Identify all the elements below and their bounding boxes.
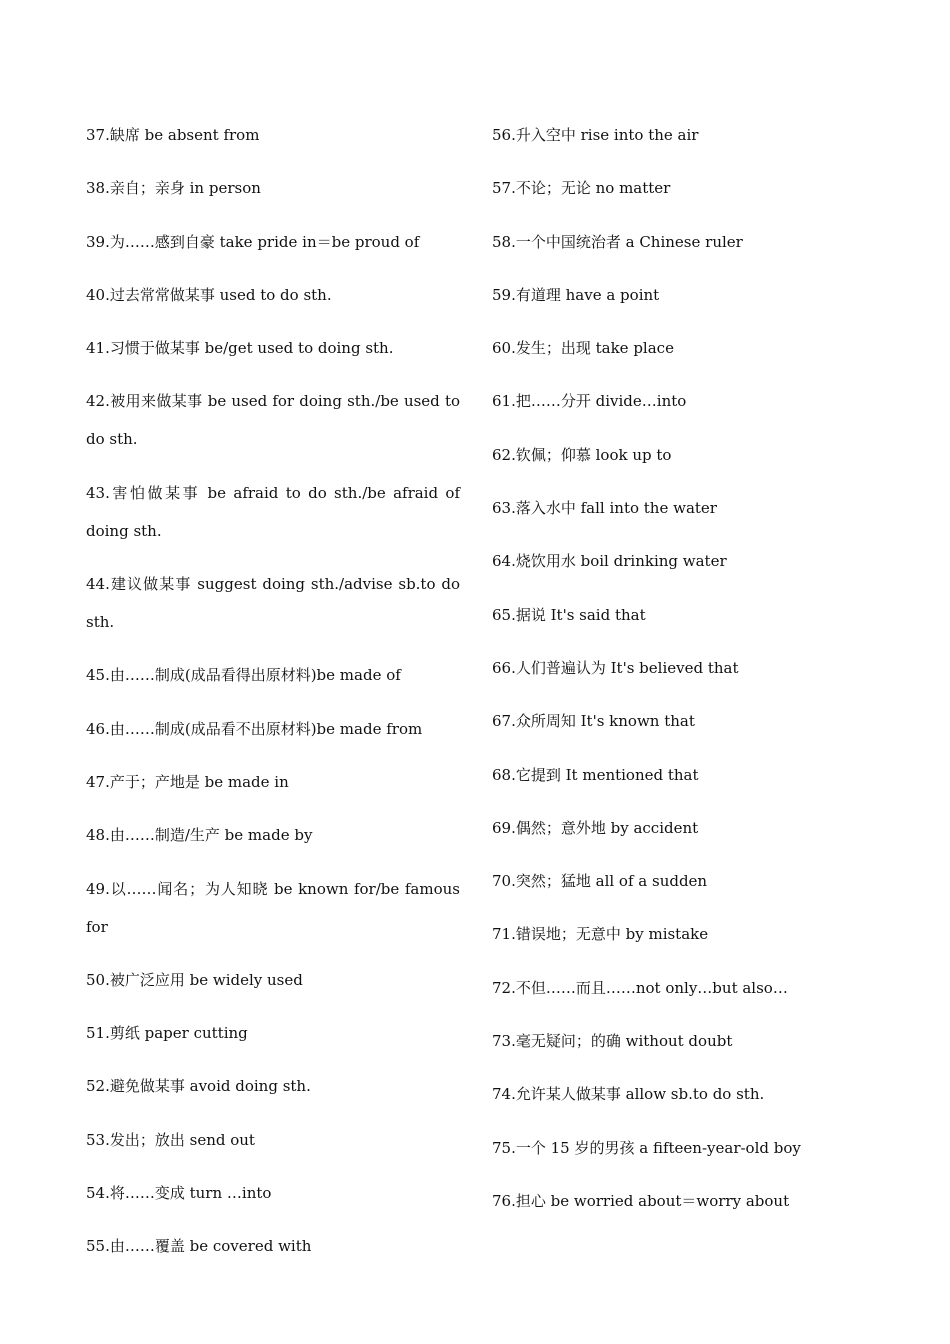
phrase-entry: 45.由……制成(成品看得出原材料)be made of	[86, 666, 401, 685]
phrase-entry: 43.害怕做某事 be afraid to do sth./be afraid of doing sth.	[86, 483, 460, 540]
phrase-entry: 40.过去常常做某事 used to do sth.	[86, 285, 332, 304]
phrase-entry: 68.它提到 It mentioned that	[492, 765, 699, 784]
phrase-entry: 74.允许某人做某事 allow sb.to do sth.	[492, 1085, 765, 1104]
phrase-entry: 70.突然；猛地 all of a sudden	[492, 872, 708, 891]
phrase-entry: 53.发出；放出 send out	[86, 1130, 255, 1149]
phrase-entry: 56.升入空中 rise into the air	[492, 126, 699, 144]
phrase-entry: 58.一个中国统治者 a Chinese ruler	[492, 232, 743, 251]
right-column	[492, 116, 902, 1235]
phrase-entry: 54.将……变成 turn …into	[86, 1184, 272, 1203]
phrase-entry: 46.由……制成(成品看不出原材料)be made from	[86, 719, 423, 738]
phrase-entry: 63.落入水中 fall into the water	[492, 499, 717, 518]
phrase-entry: 47.产于；产地是 be made in	[86, 772, 289, 791]
phrase-entry: 42.被用来做某事 be used for doing sth./be used to do sth.	[86, 392, 460, 449]
phrase-entry: 75.一个 15 岁的男孩 a fifteen-year-old boy	[492, 1138, 801, 1157]
phrase-entry: 69.偶然；意外地 by accident	[492, 818, 699, 837]
phrase-entry: 71.错误地；无意中 by mistake	[492, 925, 709, 944]
phrase-entry: 67.众所周知 It's known that	[492, 712, 695, 731]
phrase-entry: 48.由……制造/生产 be made by	[86, 826, 313, 845]
phrase-entry: 49.以……闻名；为人知晓 be known for/be famous for	[86, 879, 460, 936]
phrase-entry: 76.担心 be worried about＝worry about	[492, 1191, 790, 1210]
phrase-entry: 55.由……覆盖 be covered with	[86, 1237, 312, 1256]
phrase-entry: 59.有道理 have a point	[492, 285, 660, 304]
phrase-entry: 50.被广泛应用 be widely used	[86, 970, 303, 989]
phrase-entry: 64.烧饮用水 boil drinking water	[492, 552, 727, 571]
phrase-entry: 73.毫无疑问；的确 without doubt	[492, 1032, 733, 1051]
phrase-entry: 38.亲自；亲身 in person	[86, 179, 261, 198]
phrase-entry: 66.人们普遍认为 It's believed that	[492, 658, 739, 677]
phrase-entry: 52.避免做某事 avoid doing sth.	[86, 1077, 311, 1096]
phrase-entry: 60.发生；出现 take place	[492, 339, 674, 358]
phrase-entry: 62.钦佩；仰慕 look up to	[492, 445, 672, 464]
phrase-entry: 61.把……分开 divide…into	[492, 392, 687, 411]
phrase-entry: 44.建议做某事 suggest doing sth./advise sb.to do sth.	[86, 575, 460, 632]
phrase-entry: 37.缺席 be absent from	[86, 126, 260, 144]
phrase-entry: 57.不论；无论 no matter	[492, 179, 671, 198]
phrase-entry: 39.为……感到自豪 take pride in＝be proud of	[86, 232, 420, 251]
phrase-entry: 41.习惯于做某事 be/get used to doing sth.	[86, 339, 394, 358]
phrase-entry: 65.据说 It's said that	[492, 605, 646, 624]
phrase-entry: 51.剪纸 paper cutting	[86, 1024, 248, 1043]
left-column	[86, 116, 460, 1281]
phrase-entry: 72.不但……而且……not only…but also…	[492, 978, 788, 997]
